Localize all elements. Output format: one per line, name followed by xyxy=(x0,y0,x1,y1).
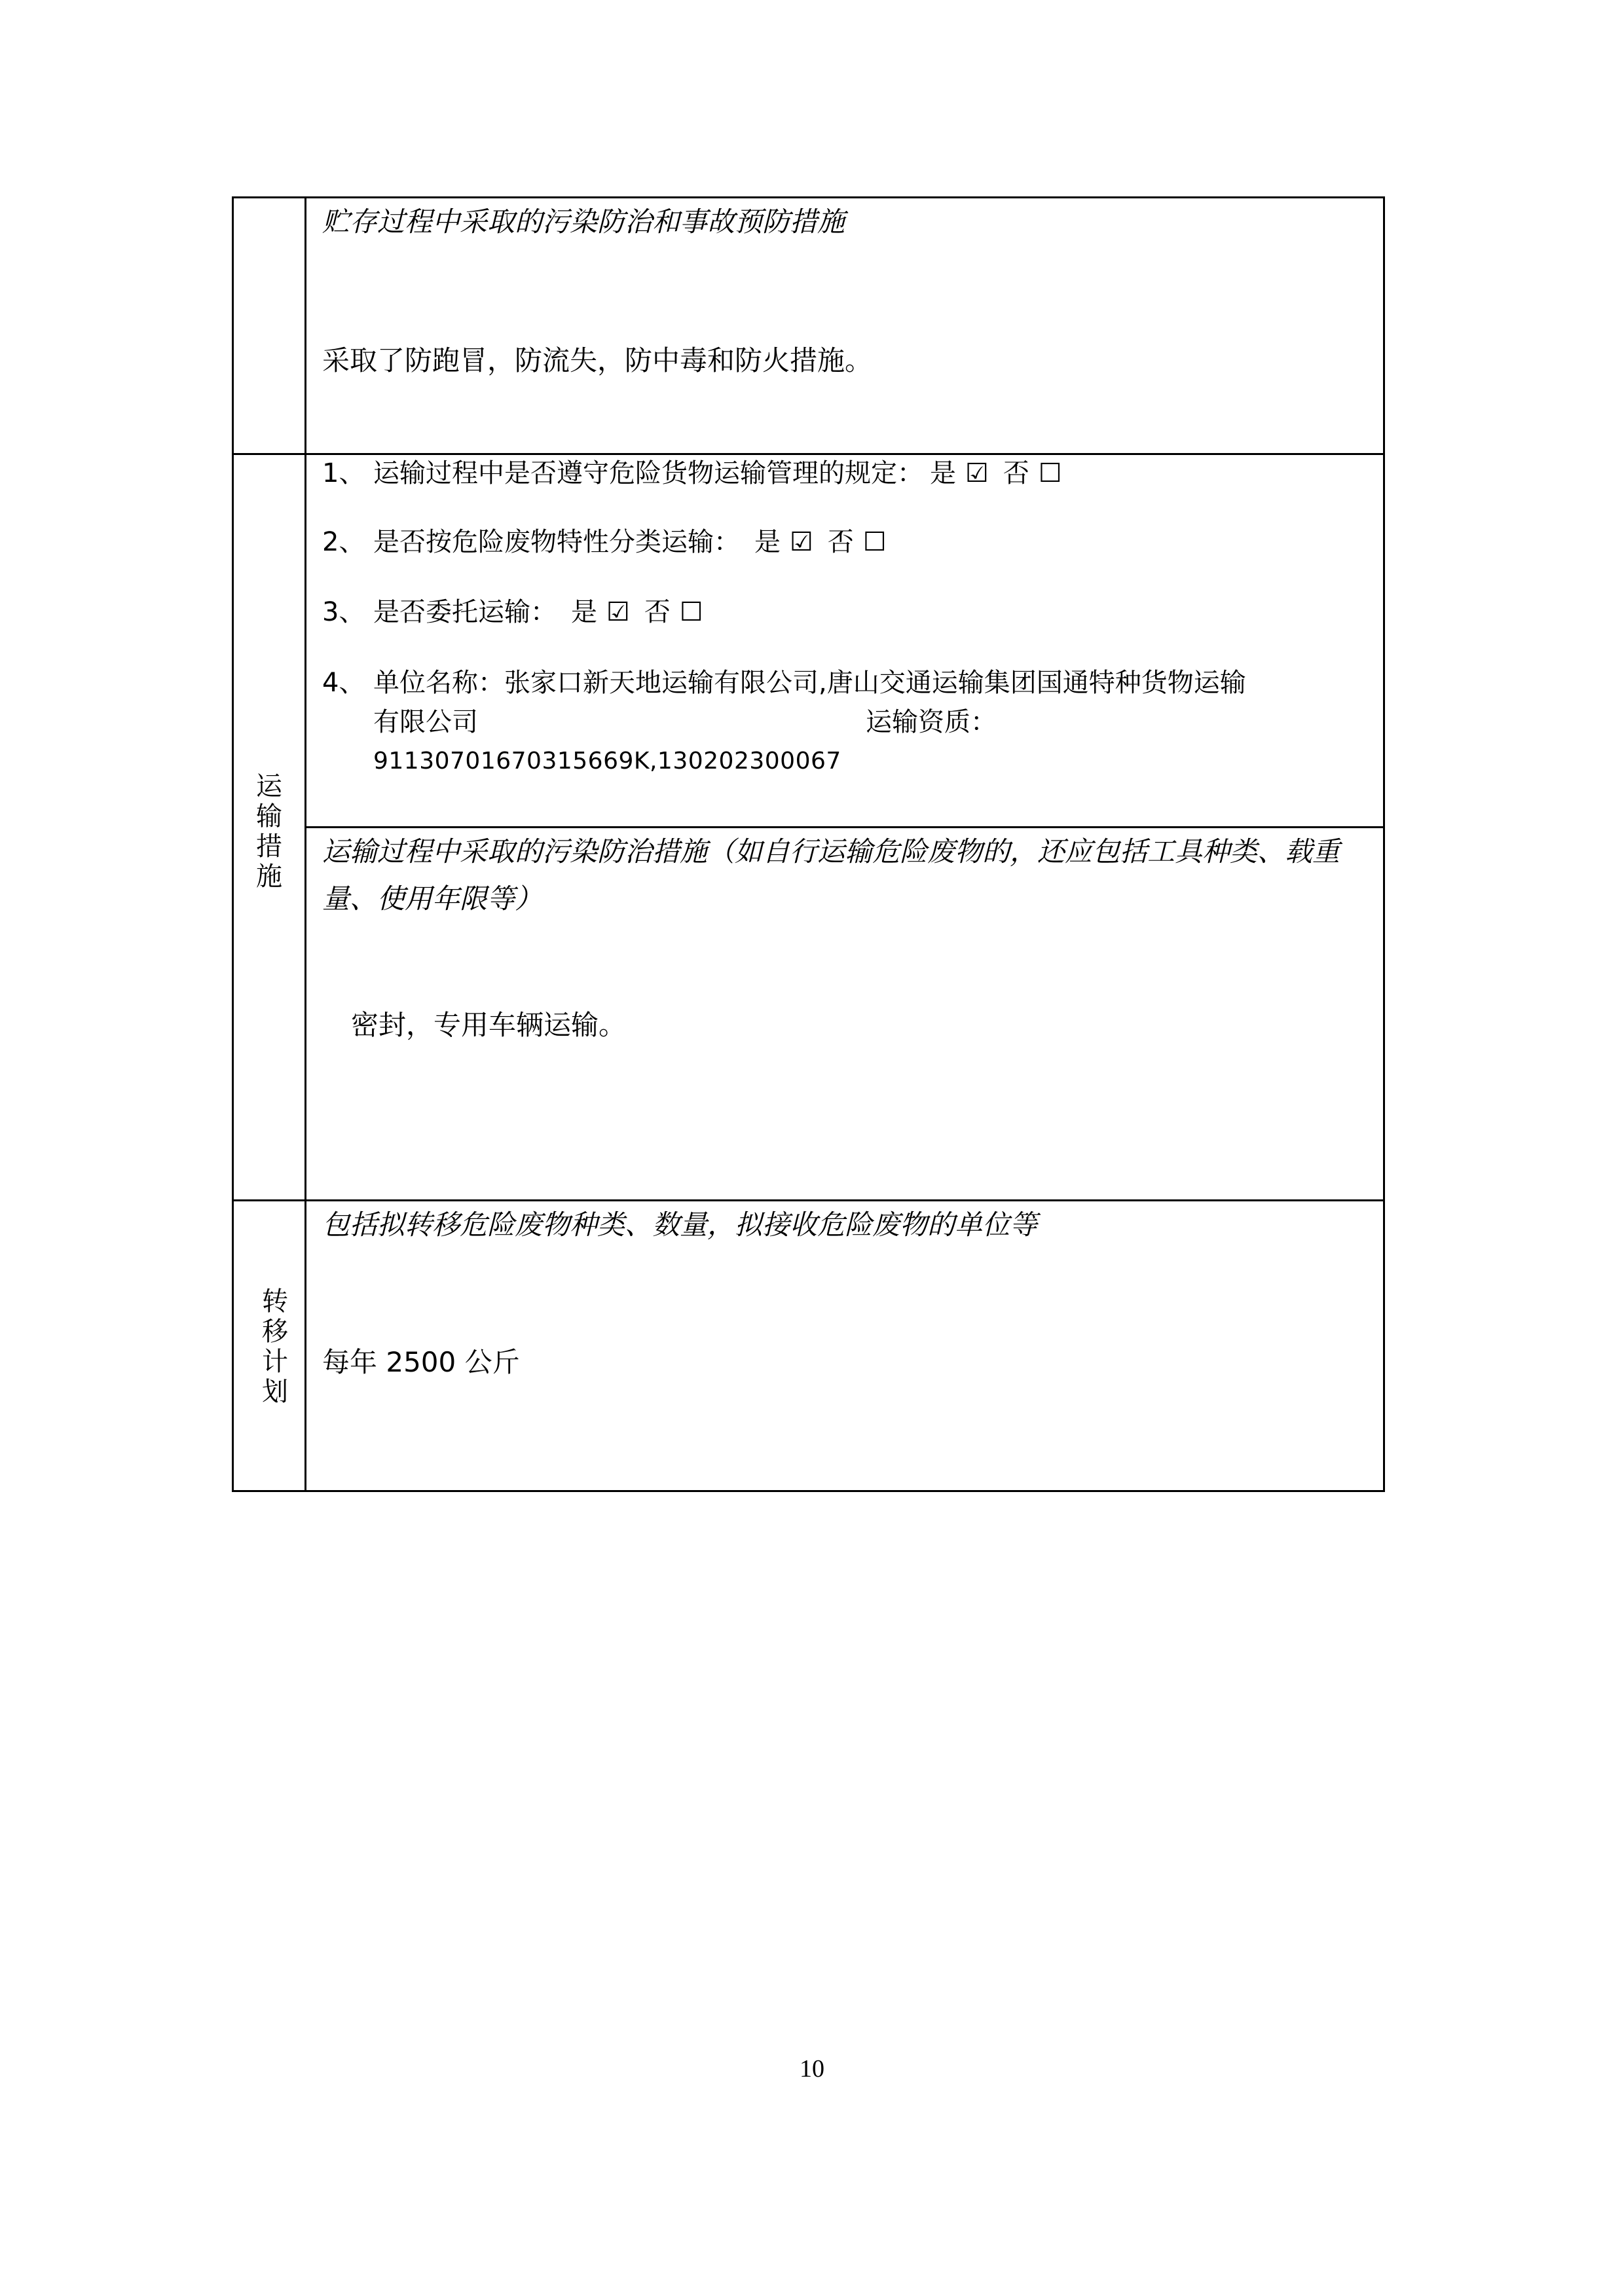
form-table xyxy=(232,196,1385,1492)
storage-row xyxy=(233,198,1384,454)
yes-checkbox-checked: ☑ xyxy=(606,597,630,627)
plan-row xyxy=(233,1201,1384,1491)
question-item: 2、 是否按危险废物特性分类运输： 是 ☑ 否 ☐ xyxy=(322,524,887,560)
plan-label: 转 移 计 划 xyxy=(262,1286,288,1407)
plan-hint: 包括拟转移危险废物种类、数量，拟接收危险废物的单位等 xyxy=(322,1209,1038,1241)
qualification-label: 运输资质： xyxy=(866,707,997,737)
storage-content-cell xyxy=(306,198,1384,454)
yes-checkbox-checked: ☑ xyxy=(790,527,813,557)
transport-label: 运 输 措 施 xyxy=(256,771,282,892)
transport-unit-info: 4、 单位名称：张家口新天地运输有限公司,唐山交通运输集团国通特种货物运输 有限公司 运输资质： 91130701670315669K,130202300067 xyxy=(322,663,1357,781)
no-checkbox-empty: ☐ xyxy=(679,597,703,627)
unit-name: 单位名称：张家口新天地运输有限公司,唐山交通运输集团国通特种货物运输 xyxy=(373,668,1246,698)
qualification-number: 91130701670315669K,130202300067 xyxy=(373,748,841,774)
no-checkbox-empty: ☐ xyxy=(1038,458,1062,488)
transport-questions-cell xyxy=(306,454,1384,828)
storage-hint: 贮存过程中采取的污染防治和事故预防措施 xyxy=(322,206,845,238)
transport-row-questions xyxy=(233,454,1384,828)
transport-label-cell xyxy=(233,454,306,1201)
transport-row-measures xyxy=(233,828,1384,1201)
transport-hint: 运输过程中采取的污染防治措施（如自行运输危险废物的，还应包括工具种类、载重量、使用年限等） xyxy=(322,835,1340,915)
question-item: 1、 运输过程中是否遵守危险货物运输管理的规定： 是 ☑ 否 ☐ xyxy=(322,455,1062,492)
question-item: 3、 是否委托运输： 是 ☑ 否 ☐ xyxy=(322,594,703,630)
storage-label-cell xyxy=(233,198,306,454)
no-checkbox-empty: ☐ xyxy=(862,527,887,557)
storage-answer: 采取了防跑冒，防流失，防中毒和防火措施。 xyxy=(322,344,873,376)
transport-measures-cell xyxy=(306,828,1384,1201)
plan-content-cell xyxy=(306,1201,1384,1491)
plan-answer: 每年 2500 公斤 xyxy=(322,1346,520,1378)
yes-checkbox-checked: ☑ xyxy=(965,458,989,488)
transport-answer: 密封，专用车辆运输。 xyxy=(351,1009,627,1041)
page-number: 10 xyxy=(800,2055,824,2083)
plan-label-cell xyxy=(233,1201,306,1491)
